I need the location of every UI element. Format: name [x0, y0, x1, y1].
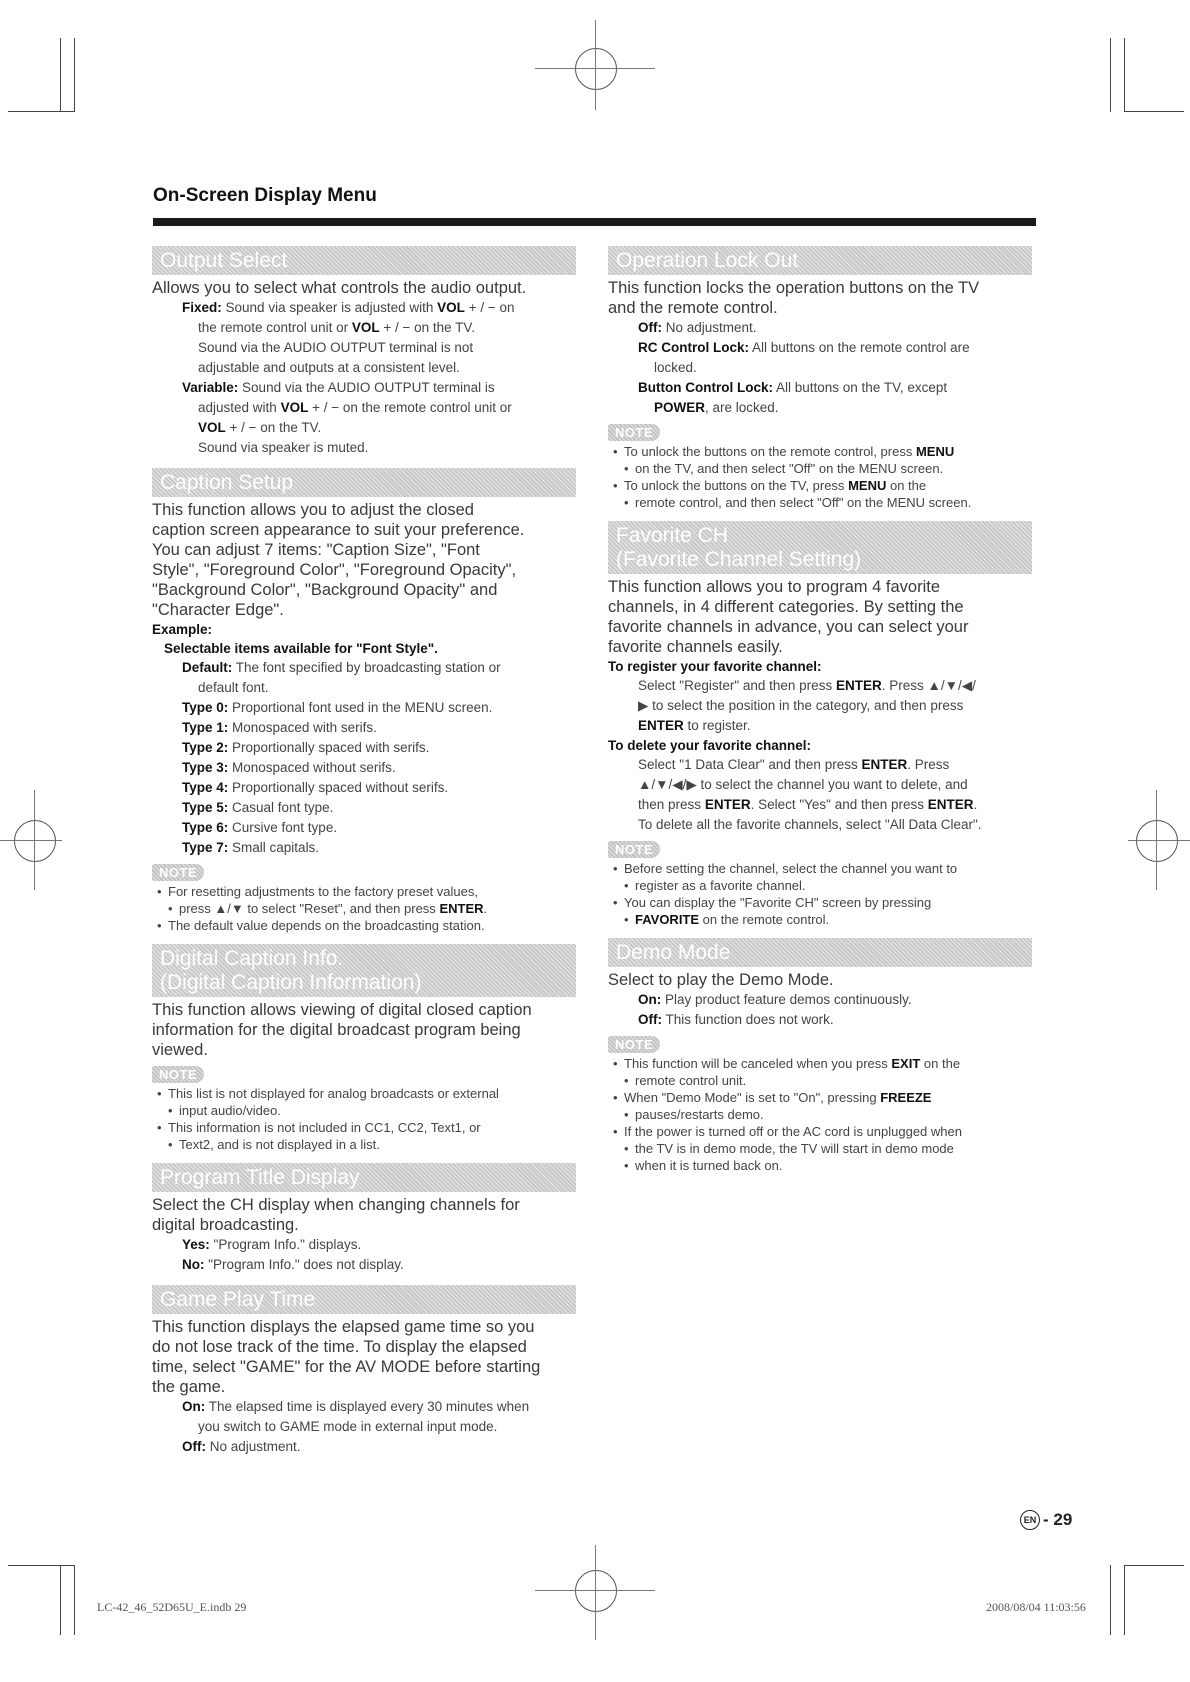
section-game-play-time — [152, 1285, 576, 1457]
option-on: On: The elapsed time is displayed every 30 minutes when — [182, 1399, 530, 1414]
font-type-item: Type 1: Monospaced with serifs. — [182, 720, 377, 735]
option-text: POWER, are locked. — [654, 400, 779, 415]
note-item: • The default value depends on the broadcasting station. — [152, 917, 576, 934]
page-title: On-Screen Display Menu — [153, 185, 377, 206]
note-item-cont: • remote control unit. — [608, 1072, 1032, 1089]
section-heading: Caption Setup — [152, 468, 576, 497]
registration-mark — [14, 820, 56, 862]
section-intro: "Character Edge". — [152, 601, 284, 619]
font-type-item: Type 4: Proportionally spaced without serifs. — [182, 780, 449, 795]
section-intro: viewed. — [152, 1041, 208, 1059]
section-intro: digital broadcasting. — [152, 1216, 299, 1234]
section-heading: Operation Lock Out — [608, 246, 1032, 275]
section-intro: Allows you to select what controls the audio output. — [152, 279, 527, 297]
section-intro: This function allows you to adjust the closed — [152, 501, 474, 519]
register-label: To register your favorite channel: — [608, 659, 822, 674]
section-intro: and the remote control. — [608, 299, 778, 317]
crop-mark — [8, 1565, 74, 1566]
option-text: adjustable and outputs at a consistent level. — [198, 360, 460, 375]
note-badge: NOTE — [608, 1036, 660, 1053]
option-fixed: Fixed: Sound via speaker is adjusted with VOL + / − on — [182, 300, 515, 315]
section-intro: favorite channels easily. — [608, 638, 783, 656]
option-label: Variable: — [182, 380, 239, 395]
crop-mark — [60, 38, 61, 112]
note-item-cont: • input audio/video. — [152, 1102, 576, 1119]
section-intro: You can adjust 7 items: "Caption Size", "Font — [152, 541, 480, 559]
note-item-cont: • FAVORITE on the remote control. — [608, 911, 1032, 928]
section-output-select — [152, 246, 576, 458]
section-heading: Program Title Display — [152, 1163, 576, 1192]
section-heading: Demo Mode — [608, 938, 1032, 967]
delete-label: To delete your favorite channel: — [608, 738, 812, 753]
right-column — [608, 246, 1032, 1184]
registration-mark — [1128, 840, 1190, 841]
option-text: locked. — [654, 360, 697, 375]
note-item-cont: • press ▲/▼ to select "Reset", and then press ENTER. — [152, 900, 576, 917]
instruction-text: To delete all the favorite channels, select "All Data Clear". — [638, 817, 982, 832]
option-text: the remote control unit or VOL + / − on the TV. — [198, 320, 475, 335]
option-text: VOL + / − on the TV. — [198, 420, 322, 435]
instruction-text: ▲/▼/◀/▶ to select the channel you want to delete, and — [638, 777, 968, 792]
note-item-cont: • the TV is in demo mode, the TV will start in demo mode — [608, 1140, 1032, 1157]
left-column — [152, 246, 576, 1467]
note-item-cont: • pauses/restarts demo. — [608, 1106, 1032, 1123]
option-yes: Yes: "Program Info." displays. — [182, 1237, 362, 1252]
section-intro: the game. — [152, 1378, 226, 1396]
footer-date-info: 2008/08/04 11:03:56 — [986, 1600, 1086, 1614]
note-item: • To unlock the buttons on the remote control, press MENU — [608, 443, 1032, 460]
section-intro: Select the CH display when changing channels for — [152, 1196, 520, 1214]
note-item: • To unlock the buttons on the TV, press MENU on the — [608, 477, 1032, 494]
note-item: • You can display the "Favorite CH" screen by pressing — [608, 894, 1032, 911]
crop-mark — [1124, 38, 1125, 112]
option-variable: Variable: Sound via the AUDIO OUTPUT terminal is — [182, 380, 495, 395]
option-text: Sound via speaker is muted. — [198, 440, 369, 455]
section-operation-lock-out — [608, 246, 1032, 511]
section-caption-setup — [152, 468, 576, 934]
instruction-text: ENTER to register. — [638, 718, 751, 733]
option-text: default font. — [198, 680, 269, 695]
section-intro: channels, in 4 different categories. By setting the — [608, 598, 964, 616]
option-default: Default: The font specified by broadcasting station or — [182, 660, 501, 675]
example-label: Example: — [152, 622, 213, 637]
registration-mark — [575, 48, 617, 90]
section-heading: Game Play Time — [152, 1285, 576, 1314]
note-item-cont: • on the TV, and then select "Off" on the MENU screen. — [608, 460, 1032, 477]
instruction-text: ▶ to select the position in the category, and then press — [638, 698, 964, 713]
option-button-control-lock: Button Control Lock: All buttons on the TV, except — [638, 380, 948, 395]
option-no: No: "Program Info." does not display. — [182, 1257, 404, 1272]
font-type-item: Type 0: Proportional font used in the MENU screen. — [182, 700, 493, 715]
note-badge: NOTE — [152, 1066, 204, 1083]
note-item-cont: • when it is turned back on. — [608, 1157, 1032, 1174]
section-program-title-display — [152, 1163, 576, 1275]
note-item-cont: • register as a favorite channel. — [608, 877, 1032, 894]
instruction-text: then press ENTER. Select "Yes" and then press ENTER. — [638, 797, 978, 812]
instruction-text: Select "1 Data Clear" and then press ENTER. Press — [638, 757, 950, 772]
crop-mark — [1110, 1565, 1111, 1635]
section-intro: favorite channels in advance, you can select your — [608, 618, 969, 636]
option-on: On: Play product feature demos continuously. — [638, 992, 912, 1007]
instruction-text: Select "Register" and then press ENTER. Press ▲/▼/◀/ — [638, 678, 976, 693]
section-demo-mode — [608, 938, 1032, 1174]
section-heading: Favorite CH (Favorite Channel Setting) — [608, 521, 1032, 574]
option-text: you switch to GAME mode in external input mode. — [198, 1419, 498, 1434]
note-item: • This function will be canceled when you press EXIT on the — [608, 1055, 1032, 1072]
font-type-item: Type 7: Small capitals. — [182, 840, 320, 855]
crop-mark — [1124, 111, 1184, 112]
option-text: Sound via the AUDIO OUTPUT terminal is not — [198, 340, 474, 355]
section-intro: Style", "Foreground Color", "Foreground Opacity", — [152, 561, 517, 579]
section-intro: time, select "GAME" for the AV MODE before starting — [152, 1358, 541, 1376]
section-intro: This function displays the elapsed game time so you — [152, 1318, 535, 1336]
section-intro: This function allows you to program 4 favorite — [608, 578, 940, 596]
note-badge: NOTE — [608, 841, 660, 858]
crop-mark — [74, 1565, 75, 1635]
note-item: • If the power is turned off or the AC cord is unplugged when — [608, 1123, 1032, 1140]
registration-mark — [0, 840, 62, 841]
section-intro: This function allows viewing of digital closed caption — [152, 1001, 532, 1019]
footer-file-info: LC-42_46_52D65U_E.indb 29 — [97, 1600, 247, 1614]
section-digital-caption-info — [152, 944, 576, 1153]
section-intro: "Background Color", "Background Opacity" and — [152, 581, 498, 599]
crop-mark — [1110, 38, 1111, 112]
note-item: • This list is not displayed for analog broadcasts or external — [152, 1085, 576, 1102]
registration-mark — [535, 1590, 655, 1591]
option-off: Off: This function does not work. — [638, 1012, 834, 1027]
option-label: Fixed: — [182, 300, 222, 315]
font-type-item: Type 6: Cursive font type. — [182, 820, 338, 835]
note-item: • For resetting adjustments to the factory preset values, — [152, 883, 576, 900]
font-type-item: Type 5: Casual font type. — [182, 800, 334, 815]
page-number: EN - 29 — [1020, 1510, 1072, 1530]
font-type-item: Type 3: Monospaced without serifs. — [182, 760, 396, 775]
option-off: Off: No adjustment. — [638, 320, 757, 335]
registration-mark — [575, 1570, 617, 1612]
section-heading: Output Select — [152, 246, 576, 275]
option-off: Off: No adjustment. — [182, 1439, 301, 1454]
crop-mark — [1124, 1565, 1125, 1635]
option-text: adjusted with VOL + / − on the remote control unit or — [198, 400, 512, 415]
registration-mark — [595, 20, 596, 110]
crop-mark — [60, 1565, 61, 1635]
option-label: Default: — [182, 660, 233, 675]
section-favorite-ch — [608, 521, 1032, 928]
crop-mark — [8, 111, 74, 112]
note-badge: NOTE — [608, 424, 660, 441]
note-item-cont: • Text2, and is not displayed in a list. — [152, 1136, 576, 1153]
section-intro: This function locks the operation buttons on the TV — [608, 279, 980, 297]
registration-mark — [1136, 820, 1178, 862]
registration-mark — [535, 68, 655, 69]
font-type-item: Type 2: Proportionally spaced with serifs. — [182, 740, 430, 755]
registration-mark — [595, 1545, 596, 1640]
note-item: • This information is not included in CC1, CC2, Text1, or — [152, 1119, 576, 1136]
note-item: • Before setting the channel, select the channel you want to — [608, 860, 1032, 877]
note-item: • When "Demo Mode" is set to "On", pressing FREEZE — [608, 1089, 1032, 1106]
section-intro: information for the digital broadcast program being — [152, 1021, 521, 1039]
language-badge-icon: EN — [1020, 1510, 1040, 1530]
note-badge: NOTE — [152, 864, 204, 881]
crop-mark — [1124, 1565, 1184, 1566]
section-intro: Select to play the Demo Mode. — [608, 971, 834, 989]
title-rule — [153, 218, 1036, 226]
section-heading: Digital Caption Info. (Digital Caption Information) — [152, 944, 576, 997]
section-intro: caption screen appearance to suit your preference. — [152, 521, 525, 539]
selectable-label: Selectable items available for "Font Style". — [164, 641, 438, 656]
crop-mark — [74, 38, 75, 112]
section-intro: do not lose track of the time. To display the elapsed — [152, 1338, 527, 1356]
note-item-cont: • remote control, and then select "Off" on the MENU screen. — [608, 494, 1032, 511]
option-rc-control-lock: RC Control Lock: All buttons on the remote control are — [638, 340, 970, 355]
